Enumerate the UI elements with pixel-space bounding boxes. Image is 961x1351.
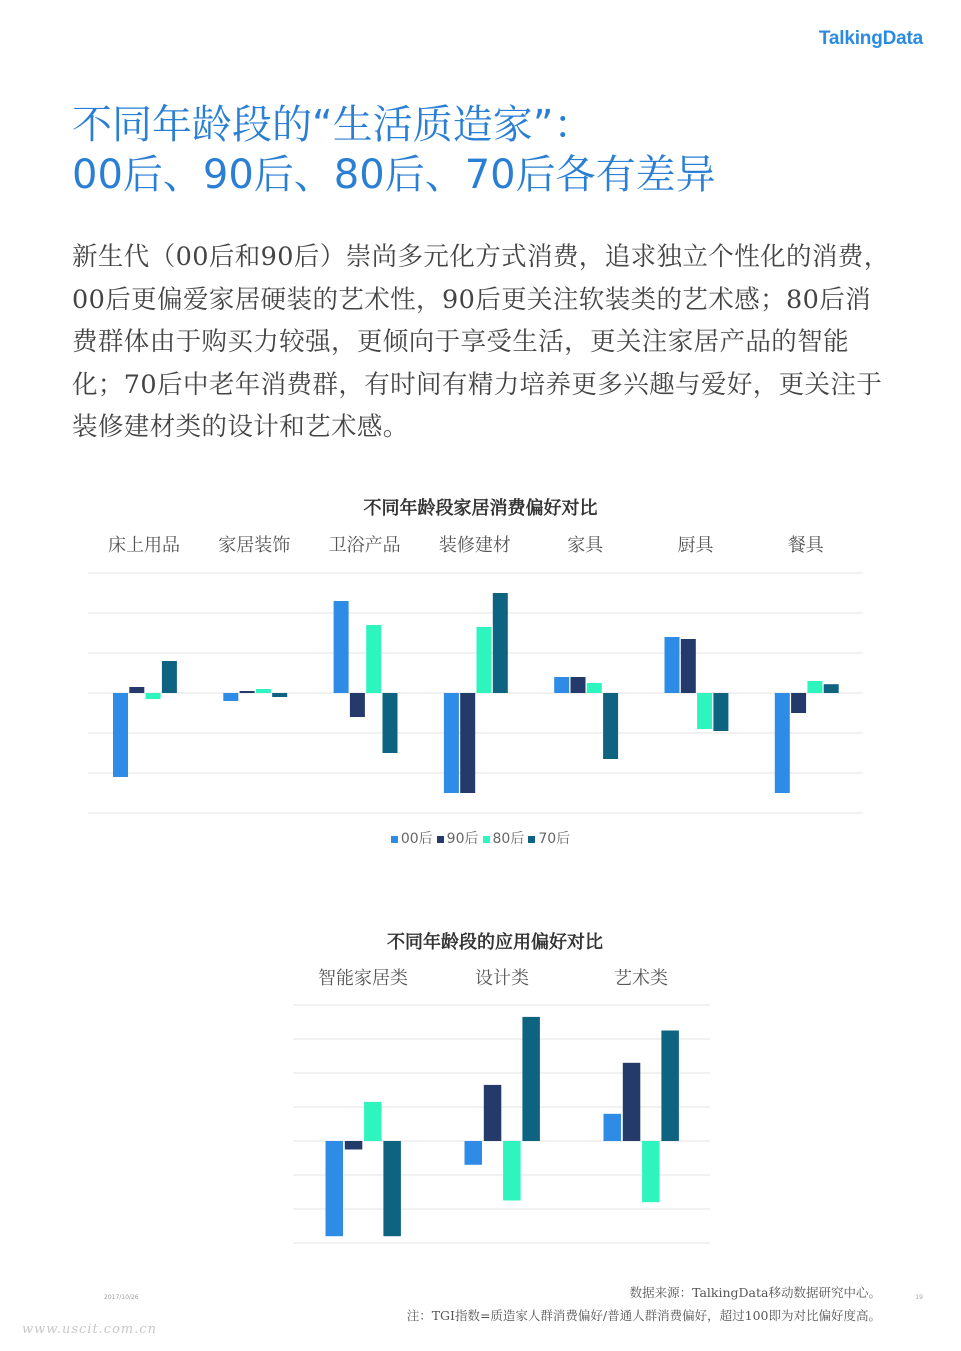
chart2-bar-70后-设计类 — [522, 1017, 540, 1141]
chart2-bar-70后-艺术类 — [661, 1031, 679, 1142]
chart2-bar-90后-智能家居类 — [345, 1141, 363, 1150]
chart1-category-label: 厨具 — [677, 535, 714, 556]
watermark: www.uscit.com.cn — [22, 1322, 158, 1337]
chart1-category-label: 装修建材 — [438, 535, 511, 556]
chart2-category-label: 艺术类 — [614, 968, 668, 989]
chart2-category-label: 设计类 — [475, 968, 529, 989]
chart1-category-label: 家具 — [567, 535, 604, 556]
title-line-1: 不同年龄段的“生活质造家”： — [72, 102, 594, 148]
chart2-bar-90后-艺术类 — [623, 1063, 641, 1141]
page-number: 19 — [915, 1294, 923, 1301]
legend-label: 90后 — [446, 831, 479, 847]
chart2-bar-00后-设计类 — [465, 1141, 483, 1165]
title-line-2: 00后、90后、80后、70后各有差异 — [72, 152, 716, 198]
footer-date: 2017/10/26 — [104, 1294, 139, 1301]
legend-label: 80后 — [492, 831, 525, 847]
brand-logo: TalkingData — [818, 28, 923, 49]
chart2-bar-80后-智能家居类 — [364, 1102, 382, 1141]
intro-paragraph: 新生代（00后和90后）崇尚多元化方式消费，追求独立个性化的消费，00后更偏爱家居硬装的艺术性，90后更关注软装类的艺术感；80后消费群体由于购买力较强，更倾向于享受生活，更关注家居产品的智能化；70后中老年消费群，有时间有精力培养更多兴趣与爱好，更关注于装修建材类的设计和艺术感。 — [72, 242, 890, 442]
legend-label: 70后 — [538, 831, 571, 847]
chart2-bar-90后-设计类 — [484, 1085, 502, 1141]
chart2-bar-00后-智能家居类 — [326, 1141, 344, 1236]
chart1-title: 不同年龄段家居消费偏好对比 — [363, 498, 598, 519]
chart1-category-label: 餐具 — [787, 535, 824, 556]
chart2-category-label: 智能家居类 — [318, 968, 408, 989]
legend-label: 00后 — [400, 831, 433, 847]
chart2-bar-80后-艺术类 — [642, 1141, 660, 1202]
chart1-category-label: 卫浴产品 — [328, 535, 401, 556]
chart2-title: 不同年龄段的应用偏好对比 — [387, 932, 603, 953]
chart2-bar-70后-智能家居类 — [383, 1141, 401, 1236]
chart2-bar-80后-设计类 — [503, 1141, 520, 1201]
footer-source: 数据来源：TalkingData移动数据研究中心。 — [629, 1285, 881, 1300]
chart1-category-label: 家居装饰 — [218, 535, 291, 556]
chart1-category-label: 床上用品 — [108, 535, 180, 556]
footer-note: 注：TGI指数=质造家人群消费偏好/普通人群消费偏好，超过100即为对比偏好度高。 — [406, 1308, 881, 1323]
chart2-bar-00后-艺术类 — [604, 1114, 622, 1141]
